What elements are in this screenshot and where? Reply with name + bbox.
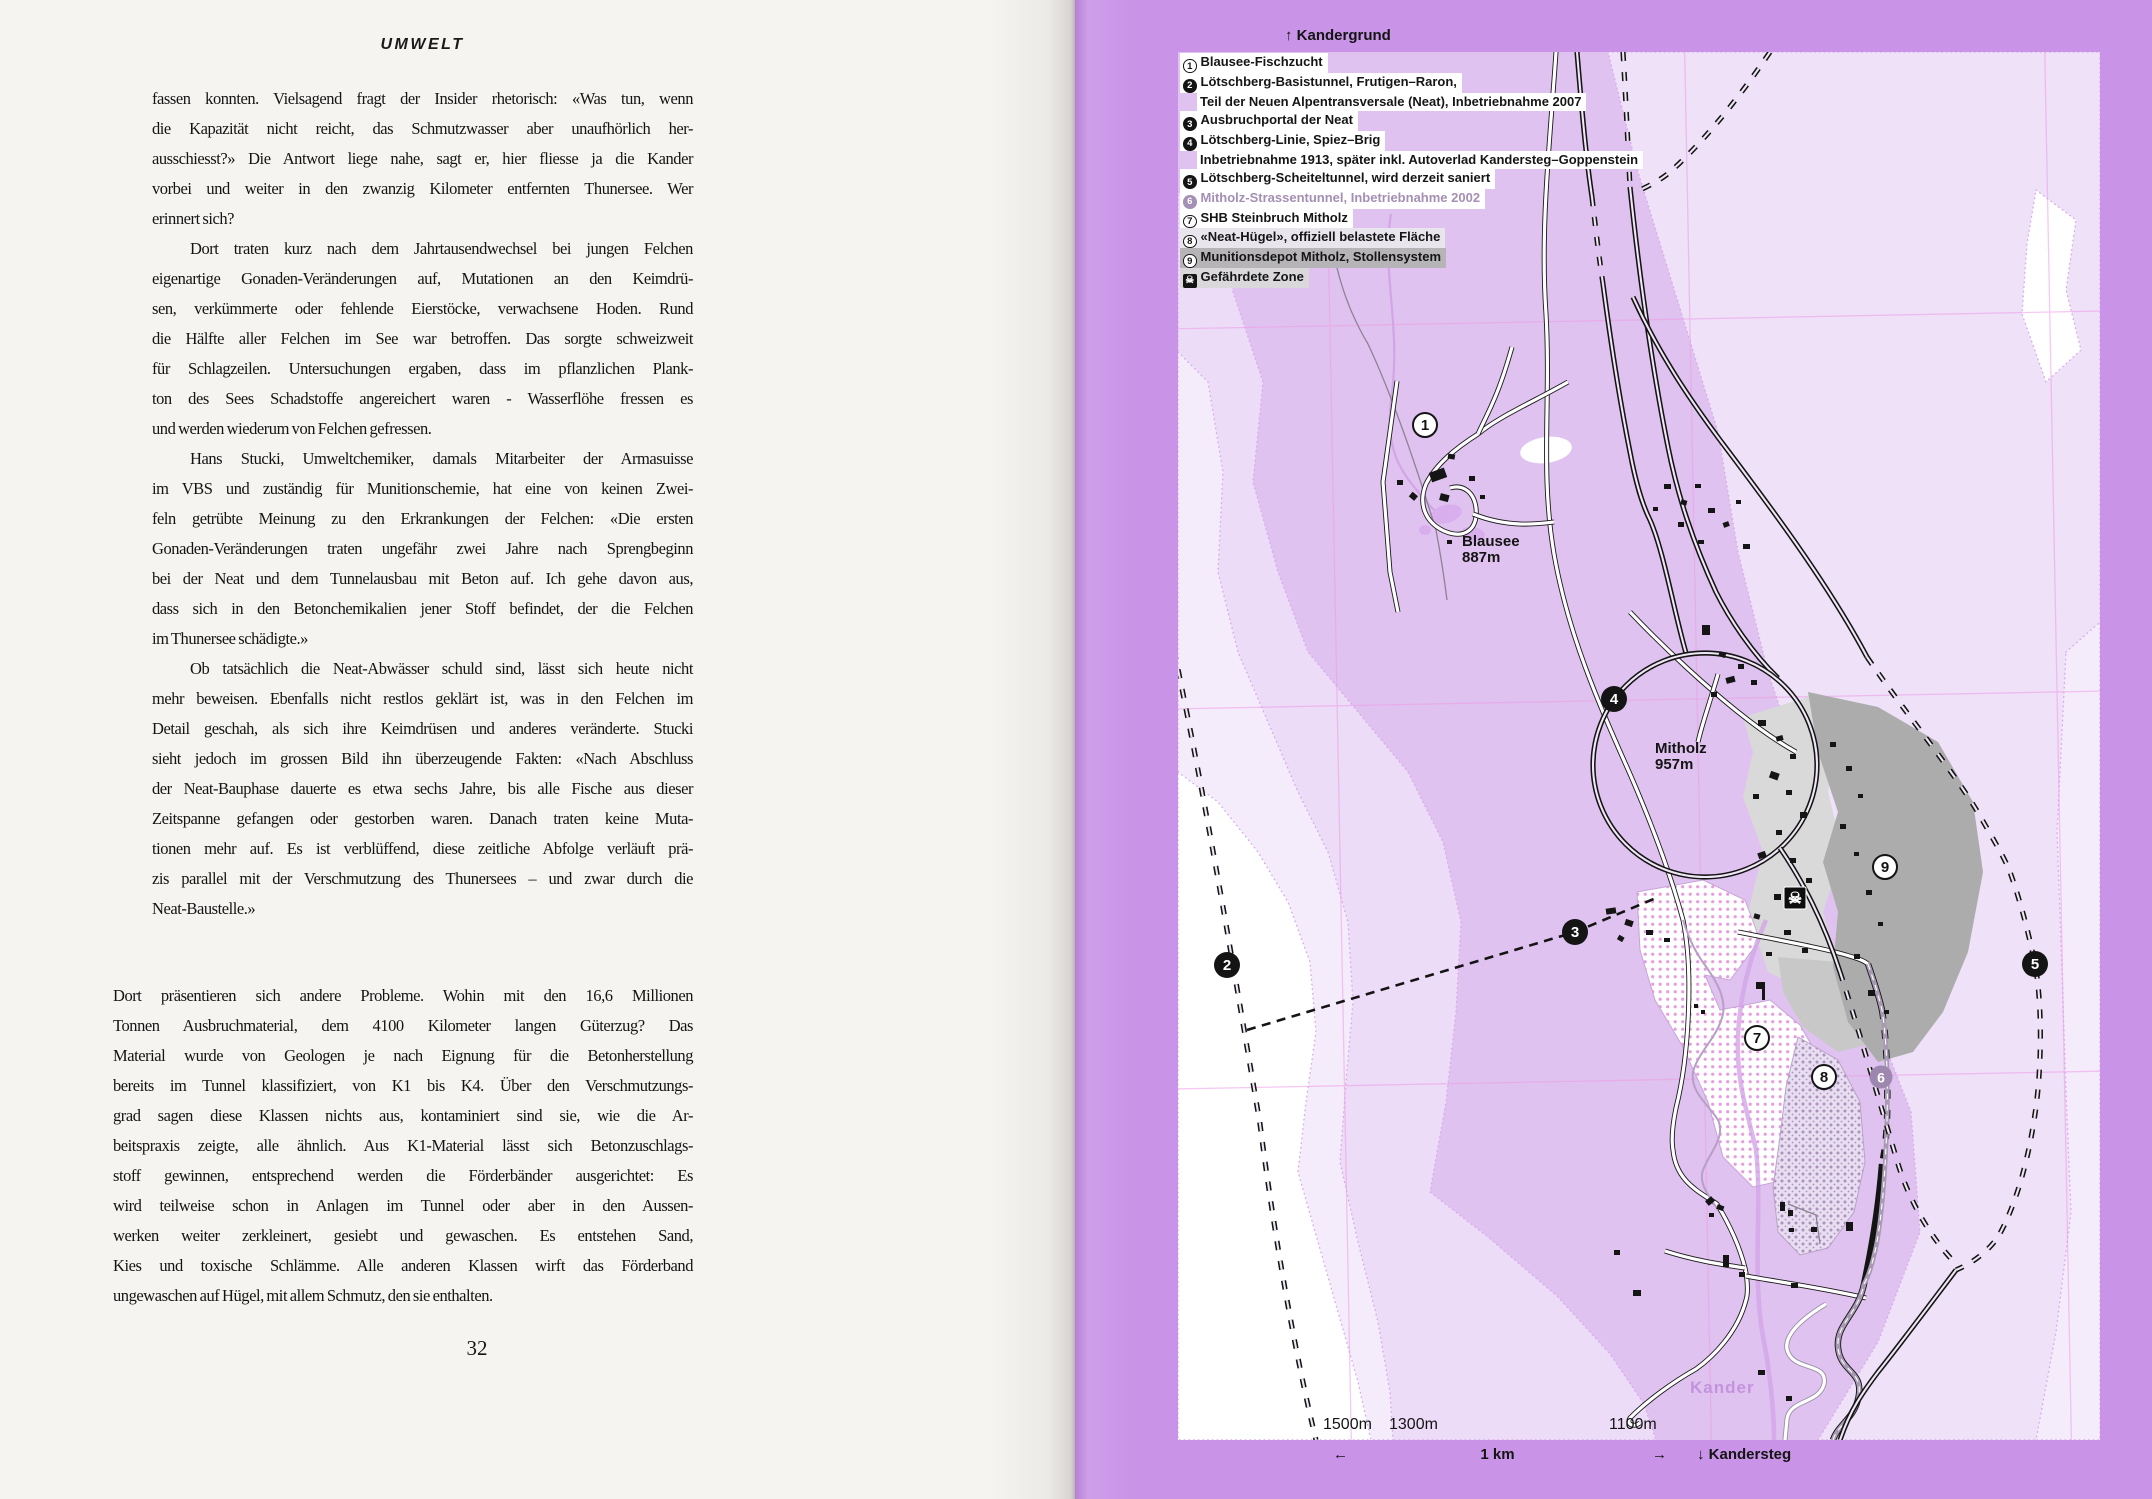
skull-icon: ☠	[1183, 274, 1197, 288]
map-marker-6: 6	[1870, 1066, 1893, 1089]
map-marker-9: 9	[1872, 854, 1898, 880]
paragraph: Dort präsentieren sich andere Probleme. Wohin mit den 16,6 Millionen Tonnen Ausbruchmaterial, dem 4100 Kilometer langen Güterzug? Das Material wurde von Geologen je nach Eignung für die Betonherstellung bereits im Tunnel klassifiziert, von K1 bis K4. Über den Verschmutzungs- grad sagen diese Klassen nichts aus, kontaminiert sind sie, wie die Ar- beitspraxis zeigte, alle ähnlich. Aus K1-Material lässt sich Betonzuschlags- stoff gewinnen, entsprechend werden die Förderbänder ausgerichtet: Es wird teilweise schon in Anlagen im Tunnel oder aber in den Aussen- werken weiter zerkleinert, gesiebt und gewaschen. Es entstehen Sand, Kies und toxische Schlämme. Alle anderen Klassen wirft das Förderband ungewaschen auf Hügel, mit allem Schmutz, den sie enthalten.	[113, 986, 693, 1305]
map-marker-8: 8	[1811, 1064, 1837, 1090]
legend-marker-8: 8	[1183, 235, 1197, 249]
legend-item-2: 2 Lötschberg-Basistunnel, Frutigen–Raron,	[1180, 73, 1462, 93]
article-body	[113, 84, 693, 1311]
legend-item-4: Inbetriebnahme 1913, später inkl. Autoverlad Kandersteg–Goppenstein	[1197, 151, 1643, 170]
map-label-kander: Kander	[1690, 1378, 1755, 1397]
map-south-label: ↓ Kandersteg	[1697, 1446, 1792, 1463]
quarry-flag-icon	[1756, 982, 1765, 989]
legend-item-6: 6 Mitholz-Strassentunnel, Inbetriebnahme 2002	[1180, 189, 1485, 209]
paragraph: Hans Stucki, Umweltchemiker, damals Mitarbeiter der Armasuisse im VBS und zuständig für Munitionschemie, hat eine von keinen Zwei- feln getrübte Meinung zu den Erkrankungen der Felchen: «Die ersten Gonaden-Veränderungen traten ungefähr zwei Jahre nach Sprengbeginn bei der Neat und dem Tunnelausbau mit Beton auf. Ich gehe davon aus, dass sich in den Betonchemikalien jener Stoff befindet, der die Felchen im Thunersee schädigte.»	[152, 449, 693, 648]
map-canvas	[1178, 52, 2100, 1440]
legend-marker-9: 9	[1183, 254, 1197, 268]
section-kicker: UMWELT	[380, 36, 465, 53]
map-legend	[1180, 53, 1643, 288]
legend-item-8: 8 «Neat-Hügel», offiziell belastete Fläche	[1180, 228, 1445, 248]
map-scale-bar	[1075, 1446, 2152, 1470]
legend-item-4: 4 Lötschberg-Linie, Spiez–Brig	[1180, 131, 1385, 151]
danger-zone-skull-icon: ☠	[1784, 887, 1807, 910]
legend-item-5: 5 Lötschberg-Scheiteltunnel, wird derzeit saniert	[1180, 169, 1495, 189]
scale-label: 1 km	[1480, 1446, 1515, 1463]
page-number: 32	[466, 1336, 488, 1360]
legend-item-2: Teil der Neuen Alpentransversale (Neat), Inbetriebnahme 2007	[1197, 93, 1586, 112]
legend-item-9: 9 Munitionsdepot Mitholz, Stollensystem	[1180, 248, 1446, 268]
paragraph: Dort traten kurz nach dem Jahrtausendwechsel bei jungen Felchen eigenartige Gonaden-Veränderungen auf, Mutationen an den Keimdrü- sen, verkümmerte oder fehlende Eierstöcke, verwachsene Hoden. Rund die Hälfte aller Felchen im See war betroffen. Das sorgte schweizweit für Schlagzeilen. Untersuchungen ergaben, dass im pflanzlichen Plank- ton des Sees Schadstoffe angereichert waren - Wasserflöhe fressen es und werden wiederum von Felchen gefressen.	[152, 239, 693, 438]
legend-marker-1: 1	[1183, 59, 1197, 73]
map-marker-1: 1	[1412, 412, 1438, 438]
paragraph: fassen konnten. Vielsagend fragt der Insider rhetorisch: «Was tun, wenn die Kapazität nicht reicht, das Schmutzwasser aber unaufhörlich her- ausschiesst?» Die Antwort liege nahe, sagt er, hier fliesse ja die Kander vorbei und weiter in den zwanzig Kilometer entfernten Thunersee. Wer erinnert sich?	[152, 89, 693, 228]
map-north-label: ↑ Kandergrund	[1285, 27, 1391, 44]
legend-marker-3: 3	[1183, 117, 1197, 131]
scale-arrow-right-icon: →	[1652, 1446, 1667, 1463]
map-label-1100m: 1100m	[1609, 1416, 1657, 1433]
map-marker-4: 4	[1601, 686, 1627, 712]
legend-marker-5: 5	[1183, 175, 1197, 189]
scale-arrow-left-icon: ←	[1333, 1446, 1348, 1463]
map-marker-2: 2	[1214, 952, 1240, 978]
legend-marker-7: 7	[1183, 215, 1197, 229]
map-label-1300m: 1300m	[1389, 1416, 1438, 1433]
map-marker-5: 5	[2022, 951, 2048, 977]
map-label-1500m: 1500m	[1323, 1416, 1372, 1433]
legend-item-danger-zone: ☠ Gefährdete Zone	[1180, 268, 1309, 288]
article-page	[0, 0, 1075, 1499]
paragraph: Ob tatsächlich die Neat-Abwässer schuld sind, lässt sich heute nicht mehr beweisen. Ebenfalls nicht restlos geklärt ist, was in den Felchen im Detail geschah, als sich ihre Keimdrüsen und anderes veränderte. Stucki sieht jedoch im grossen Bild ihn überzeugende Fakten: «Nach Abschluss der Neat-Bauphase dauerte es etwa sechs Jahre, bis alle Fische aus dieser Zeitspanne gefangen oder gestorben waren. Danach traten keine Muta- tionen mehr auf. Es ist verblüffend, diese zeitliche Abfolge verläuft prä- zis parallel mit der Verschmutzung des Thunersees – und zwar durch die Neat-Baustelle.»	[152, 659, 693, 918]
legend-item-1: 1 Blausee-Fischzucht	[1180, 53, 1328, 73]
map-marker-3: 3	[1562, 919, 1588, 945]
legend-item-3: 3 Ausbruchportal der Neat	[1180, 111, 1358, 131]
map-page	[1075, 0, 2152, 1499]
map-label-blausee: Blausee 887m	[1462, 533, 1520, 566]
legend-marker-4: 4	[1183, 137, 1197, 151]
legend-item-7: 7 SHB Steinbruch Mitholz	[1180, 209, 1353, 229]
legend-marker-6: 6	[1183, 195, 1197, 209]
map-marker-7: 7	[1744, 1025, 1770, 1051]
map-label-mitholz: Mitholz 957m	[1655, 740, 1707, 773]
legend-marker-2: 2	[1183, 79, 1197, 93]
